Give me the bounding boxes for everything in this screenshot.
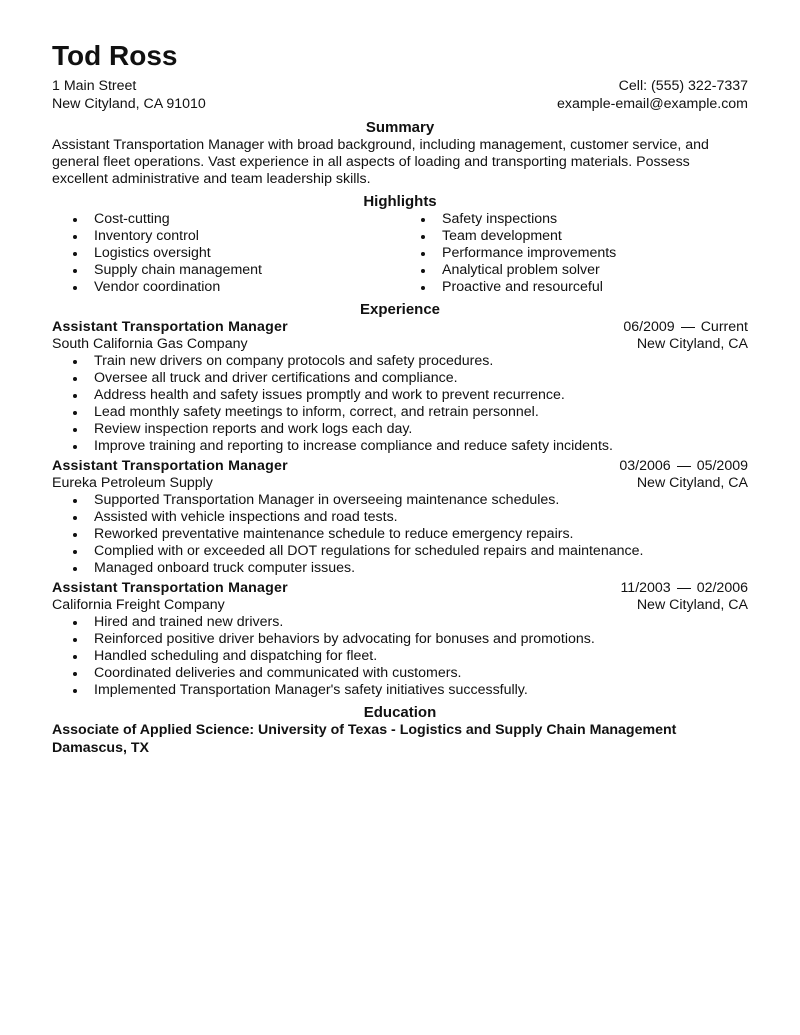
highlight-item: Inventory control [52, 228, 400, 245]
date-dash [677, 588, 691, 589]
job-bullet: Complied with or exceeded all DOT regulations for scheduled repairs and maintenance. [52, 543, 748, 560]
job-company: South California Gas Company [52, 336, 248, 352]
highlights-heading: Highlights [363, 193, 437, 210]
education-degree: Associate of Applied Science: University of Texas - Logistics and Supply Chain Management [52, 722, 677, 738]
job-end: 02/2006 [696, 580, 748, 596]
job-bullet: Train new drivers on company protocols and safety procedures. [52, 353, 748, 370]
job-bullet: Handled scheduling and dispatching for fleet. [52, 648, 748, 665]
job-start: 03/2006 [619, 458, 671, 474]
job-bullet: Coordinated deliveries and communicated with customers. [52, 665, 748, 682]
job-bullet: Reinforced positive driver behaviors by advocating for bonuses and promotions. [52, 631, 748, 648]
highlight-item: Team development [400, 228, 748, 245]
job-company: Eureka Petroleum Supply [52, 475, 213, 491]
job-location: New Cityland, CA [636, 475, 748, 491]
job-company-row [52, 336, 748, 353]
highlights-left [52, 211, 400, 296]
job-end: Current [700, 319, 748, 335]
job-entry [52, 458, 748, 577]
date-dash [677, 466, 691, 467]
job-start: 11/2003 [620, 580, 671, 596]
job-entry [52, 580, 748, 699]
job-bullets [52, 353, 748, 455]
job-title: Assistant Transportation Manager [52, 580, 288, 596]
highlight-item: Safety inspections [400, 211, 748, 228]
job-dates [620, 580, 748, 597]
job-header [52, 580, 748, 597]
job-start: 06/2009 [623, 319, 675, 335]
job-bullet: Reworked preventative maintenance schedule to reduce emergency repairs. [52, 526, 748, 543]
address-line-1: 1 Main Street [52, 78, 137, 94]
job-dates [619, 458, 748, 475]
phone: Cell: (555) 322-7337 [618, 78, 748, 94]
resume-page [52, 40, 748, 758]
summary-text: Assistant Transportation Manager with broad background, including management, customer service, and general fleet operations. Vast experience in all aspects of loading and transporting materials. Possess excellent administrative and team leadership skills. [52, 137, 709, 187]
experience-heading: Experience [359, 301, 441, 318]
job-location: New Cityland, CA [636, 336, 748, 352]
job-bullet: Implemented Transportation Manager's safety initiatives successfully. [52, 682, 748, 699]
job-bullet: Improve training and reporting to increase compliance and reduce safety incidents. [52, 438, 748, 455]
job-dates [623, 319, 748, 336]
job-title: Assistant Transportation Manager [52, 458, 288, 474]
job-header [52, 319, 748, 336]
highlight-item: Logistics oversight [52, 245, 400, 262]
summary-heading: Summary [365, 119, 435, 136]
email: example-email@example.com [556, 96, 748, 112]
job-bullets [52, 492, 748, 577]
job-company-row [52, 475, 748, 492]
highlight-item: Supply chain management [52, 262, 400, 279]
education-heading: Education [363, 704, 437, 721]
job-company-row [52, 597, 748, 614]
job-bullet: Oversee all truck and driver certifications and compliance. [52, 370, 748, 387]
job-bullet: Managed onboard truck computer issues. [52, 560, 748, 577]
job-bullet: Lead monthly safety meetings to inform, correct, and retrain personnel. [52, 404, 748, 421]
job-bullet: Hired and trained new drivers. [52, 614, 748, 631]
job-header [52, 458, 748, 475]
education-location: Damascus, TX [52, 740, 149, 756]
contact-row-1 [52, 78, 748, 96]
highlights-grid [52, 211, 748, 296]
job-bullets [52, 614, 748, 699]
job-title: Assistant Transportation Manager [52, 319, 288, 335]
job-company: California Freight Company [52, 597, 225, 613]
job-bullet: Assisted with vehicle inspections and road tests. [52, 509, 748, 526]
highlight-item: Cost-cutting [52, 211, 400, 228]
highlight-item: Analytical problem solver [400, 262, 748, 279]
highlight-item: Proactive and resourceful [400, 279, 748, 296]
date-dash [681, 327, 695, 328]
highlights-right [400, 211, 748, 296]
job-bullet: Supported Transportation Manager in overseeing maintenance schedules. [52, 492, 748, 509]
job-entry [52, 319, 748, 455]
highlight-item: Performance improvements [400, 245, 748, 262]
contact-row-2 [52, 96, 748, 114]
candidate-name: Tod Ross [52, 40, 178, 71]
address-line-2: New Cityland, CA 91010 [52, 96, 206, 112]
job-location: New Cityland, CA [636, 597, 748, 613]
job-bullet: Address health and safety issues promptly and work to prevent recurrence. [52, 387, 748, 404]
job-bullet: Review inspection reports and work logs each day. [52, 421, 748, 438]
highlight-item: Vendor coordination [52, 279, 400, 296]
job-end: 05/2009 [696, 458, 748, 474]
